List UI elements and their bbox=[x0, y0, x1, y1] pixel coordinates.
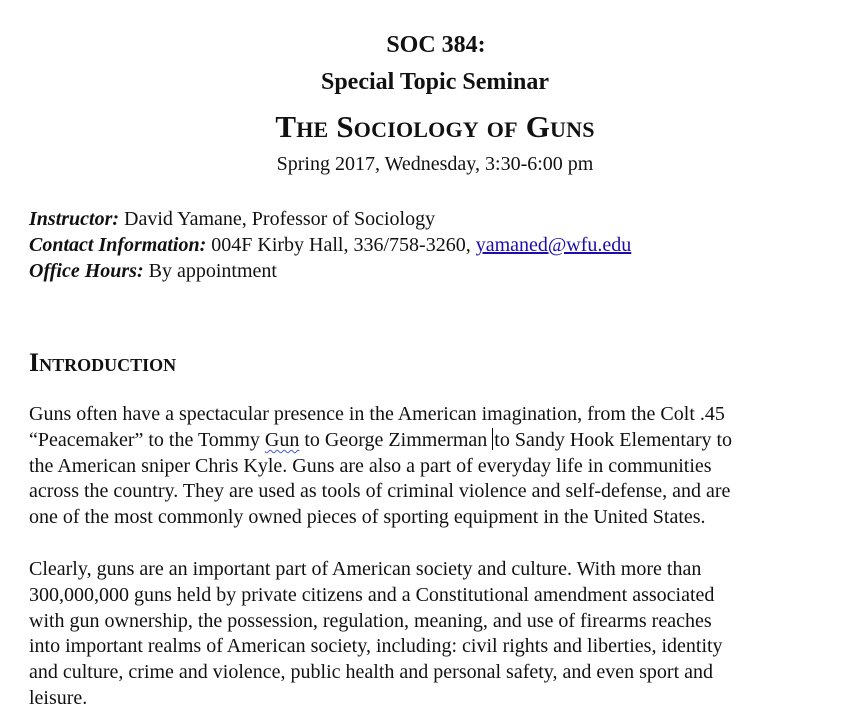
paragraph-line bbox=[29, 428, 849, 454]
paragraph-line: leisure. bbox=[29, 686, 88, 709]
introduction-heading: Introduction bbox=[29, 348, 177, 377]
introduction-paragraph-1 bbox=[29, 402, 849, 531]
course-subtitle: Special Topic Seminar bbox=[320, 69, 550, 95]
instructor-line bbox=[29, 206, 435, 232]
paragraph-line: and culture, crime and violence, public health and personal safety, and even sport and bbox=[29, 661, 714, 684]
introduction-paragraph-2 bbox=[29, 557, 849, 712]
contact-value: 004F Kirby Hall, 336/758-3260, bbox=[206, 234, 476, 256]
paragraph-line: into important realms of American society, including: civil rights and liberties, identity bbox=[29, 635, 723, 658]
paragraph-line: 300,000,000 guns held by private citizens and a Constitutional amendment associated bbox=[29, 583, 715, 606]
paragraph-line: across the country. They are used as tools of criminal violence and self-defense, and are bbox=[29, 480, 731, 503]
contact-label: Contact Information: bbox=[29, 234, 207, 256]
paragraph-line: the American sniper Chris Kyle. Guns are also a part of everyday life in communities bbox=[29, 454, 712, 477]
paragraph-line: Clearly, guns are an important part of American society and culture. With more than bbox=[29, 558, 702, 580]
contact-line bbox=[29, 232, 631, 258]
course-code: SOC 384: bbox=[386, 32, 486, 58]
office-hours-label: Office Hours: bbox=[29, 260, 144, 282]
text-run: to George Zimmerman bbox=[299, 428, 493, 451]
paragraph-line: one of the most commonly owned pieces of sporting equipment in the United States. bbox=[29, 506, 706, 529]
paragraph-line: with gun ownership, the possession, regulation, meaning, and use of firearms reaches bbox=[29, 609, 712, 632]
instructor-label: Instructor: bbox=[29, 208, 120, 230]
text-run: to Sandy Hook Elementary to bbox=[494, 428, 733, 451]
instructor-value: David Yamane, Professor of Sociology bbox=[119, 208, 436, 230]
email-link[interactable]: yamaned@wfu.edu bbox=[475, 234, 632, 256]
course-title: The Sociology of Guns bbox=[275, 109, 595, 144]
office-hours-line bbox=[29, 258, 277, 284]
spellcheck-flagged-word[interactable]: Gun bbox=[264, 428, 300, 451]
text-run: “Peacemaker” to the Tommy bbox=[29, 428, 265, 451]
office-hours-value: By appointment bbox=[143, 260, 277, 282]
course-term: Spring 2017, Wednesday, 3:30-6:00 pm bbox=[276, 153, 594, 175]
paragraph-line: Guns often have a spectacular presence in the American imagination, from the Colt .45 bbox=[29, 403, 725, 425]
